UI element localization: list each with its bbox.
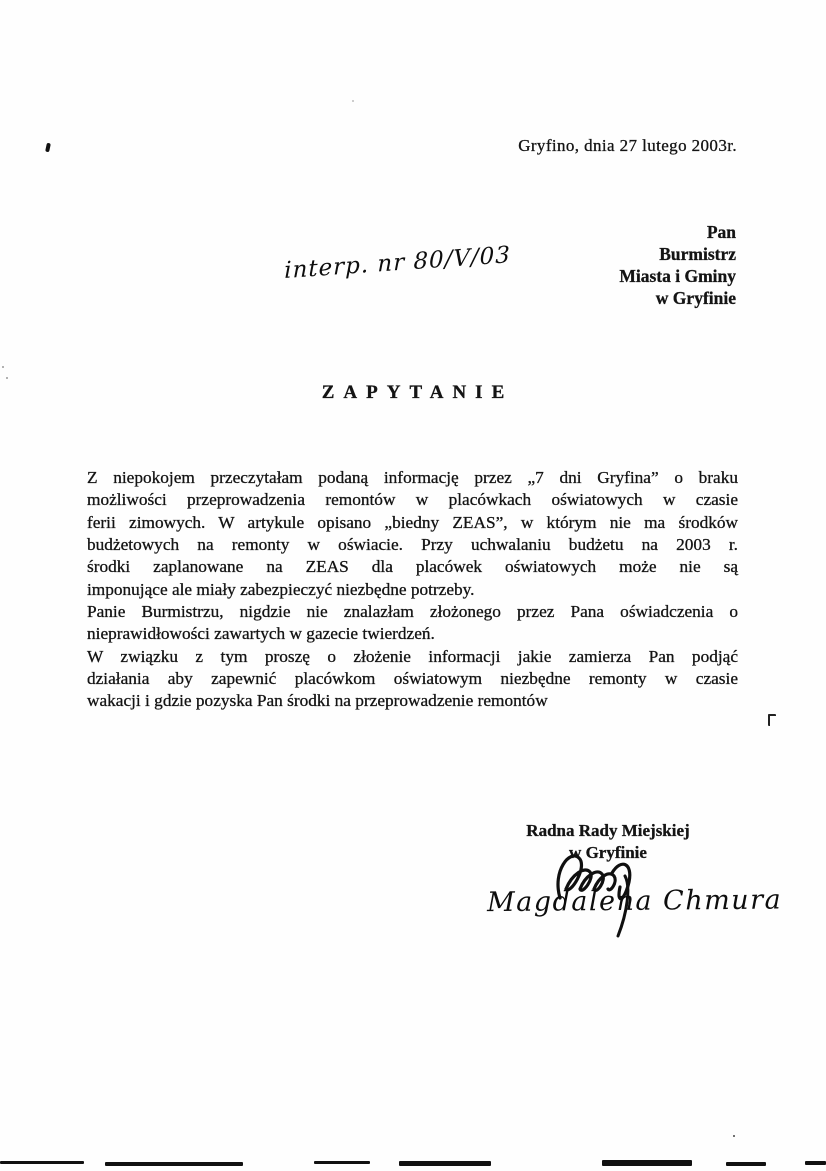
body-line: działania aby zapewnić placówkom oświatowym niezbędne remonty w czasie — [87, 669, 738, 689]
body-line: nieprawidłowości zawartych w gazecie twierdzeń. — [87, 624, 435, 644]
scan-artifact — [768, 714, 776, 726]
signature-role-line: w Gryfinie — [569, 843, 647, 862]
scan-artifact-bottom-edge — [726, 1162, 766, 1166]
scan-artifact — [352, 100, 354, 102]
letter-body — [87, 467, 738, 713]
scan-artifact-bottom-edge — [105, 1162, 243, 1166]
recipient-line: Miasta i Gminy — [619, 266, 736, 286]
scan-artifact-bottom-edge — [805, 1161, 826, 1165]
scan-artifact-bottom-edge — [0, 1161, 84, 1164]
body-line: Z niepokojem przeczytałam podaną informację przez „7 dni Gryfina” o braku — [87, 468, 738, 487]
recipient-line: Burmistrz — [659, 244, 736, 264]
recipient-block — [500, 221, 736, 309]
scan-artifact-bottom-edge — [314, 1161, 370, 1164]
letter-title: ZAPYTANIE — [321, 382, 514, 403]
scan-artifact — [733, 1135, 735, 1137]
handwritten-registry-note: interp. nr 80/V/03 — [284, 242, 511, 285]
body-line: środki zaplanowane na ZEAS dla placówek oświatowych może nie są — [87, 557, 738, 577]
signature-name: Magdalena Chmura — [486, 884, 783, 919]
scan-artifact-bottom-edge — [602, 1160, 692, 1166]
body-line: imponujące ale miały zabezpieczyć niezbędne potrzeby. — [87, 579, 475, 599]
body-line: możliwości przeprowadzenia remontów w placówkach oświatowych w czasie — [87, 490, 738, 510]
body-line: budżetowych na remonty w oświacie. Przy uchwalaniu budżetu na 2003 r. — [87, 535, 738, 555]
recipient-line: Pan — [706, 222, 736, 242]
scan-artifact — [6, 377, 8, 379]
body-line: W związku z tym proszę o złożenie informacji jakie zamierza Pan podjąć — [87, 646, 738, 666]
date-line: Gryfino, dnia 27 lutego 2003r. — [518, 136, 737, 155]
body-line: wakacji i gdzie pozyska Pan środki na przeprowadzenie remontów — [87, 691, 548, 711]
signature-role-line: Radna Rady Miejskiej — [526, 821, 690, 840]
body-line: ferii zimowych. W artykule opisano „biedny ZEAS”, w którym nie ma środków — [87, 512, 738, 532]
recipient-line: w Gryfinie — [655, 288, 736, 308]
scan-artifact — [45, 143, 51, 153]
scan-artifact — [2, 366, 4, 368]
body-line: Panie Burmistrzu, nigdzie nie znalazłam złożonego przez Pana oświadczenia o — [87, 602, 738, 622]
scan-artifact-bottom-edge — [399, 1161, 491, 1166]
